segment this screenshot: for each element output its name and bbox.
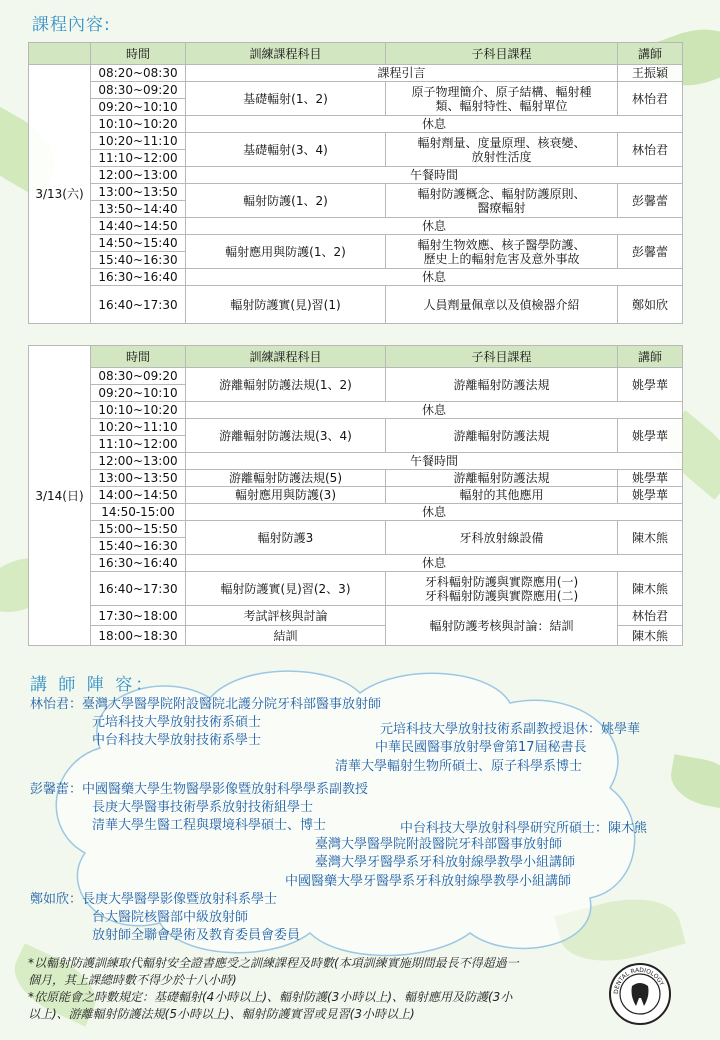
date-cell: 3/13(六): [29, 65, 91, 324]
header-subcourse: 子科目課程: [386, 346, 618, 368]
table-row: 10:20~11:10 基礎輻射(3、4) 輻射劑量、度量原理、核衰變、 放射性活度 林怡君: [29, 133, 683, 150]
header-course: 訓練課程科目: [186, 346, 386, 368]
instructor-yao-line3: 清華大學輻射生物所碩士、原子科學系博士: [335, 759, 583, 774]
header-teacher: 講師: [618, 346, 683, 368]
instructor-yao-line1: 元培科技大學放射技術系副教授退休：姚學華: [380, 722, 641, 737]
table-row: 14:00~14:50 輻射應用與防護(3) 輻射的其他應用 姚學華: [29, 487, 683, 504]
table-row: 3/13(六) 08:20~08:30 課程引言 王振穎: [29, 65, 683, 82]
instructor-peng-line3: 清華大學生醫工程與環境科學碩士、博士: [92, 818, 327, 833]
table-row: 17:30~18:00 考試評核與討論 輻射防護考核與討論：結訓 林怡君: [29, 606, 683, 626]
instructor-zheng-line2: 台大醫院核醫部中級放射師: [92, 910, 249, 925]
table-row: 16:40~17:30 輻射防護實(見)習(2、3) 牙科輻射防護與實際應用(一) 牙科輻射防護與實際應用(二) 陳木熊: [29, 572, 683, 606]
header-course: 訓練課程科目: [186, 43, 386, 65]
header-subcourse: 子科目課程: [386, 43, 618, 65]
table-row: 13:00~13:50 輻射防護(1、2) 輻射防護概念、輻射防護原則、 醫療輻射 彭馨蕾: [29, 184, 683, 201]
table-row: 10:20~11:10 游離輻射防護法規(3、4) 游離輻射防護法規 姚學華: [29, 419, 683, 436]
schedule-table-day1: 時間 訓練課程科目 子科目課程 講師 3/13(六) 08:20~08:30 課程引言 王振穎 08:30~09:20 基礎輻射(1、2) 原子物理簡介、原子結構、輻射種 類、輻射特性、輻射單位 林怡君 09:20~10:10 10:10~10:20 休息 10:20~11:10 基礎輻射(3、4) 輻射劑量、度量原理、核衰變、 放射性活度 林怡君 11:10~12:00 12:00~13:00 午餐時間 13:00~13:50 輻射防護(1、2) 輻射防護概念、輻射防護原則、 醫療輻射 彭馨蕾 13:50~14:40 14:40~14:50 休息 14:50~15:40 輻射應用與防護(1、2) 輻射生物效應、核子醫學防護、 歷史上的輻射危害及意外事故 彭馨蕾 15:40~16:30 16:30~16:40 休息 16:40~17:30 輻射防護實(見)習(1) 人員劑量佩章以及偵檢器介紹 鄭如欣: [28, 42, 683, 324]
table-row: 12:00~13:00 午餐時間: [29, 453, 683, 470]
table-row: 12:00~13:00 午餐時間: [29, 167, 683, 184]
note-line3: *依原能會之時數規定：基礎輻射(4小時以上)、輻射防護(3小時以上)、輻射應用及防護(3小: [28, 990, 513, 1004]
instructor-zheng-line3: 放射師全聯會學術及教育委員會委員: [92, 928, 301, 943]
note-line1: *以輻射防護訓練取代輻射安全證書應受之訓練課程及時數(本項訓練實施期間最長不得超過一: [28, 956, 519, 970]
table-header-row: [29, 43, 683, 65]
table-row: 10:10~10:20 休息: [29, 402, 683, 419]
note-line2: 個月，其上課總時數不得少於十八小時): [28, 973, 237, 987]
instructor-peng-line2: 長庚大學醫事技術學系放射技術組學士: [92, 800, 314, 815]
instructor-chen-line1: 中台科技大學放射科學研究所碩士：陳木熊: [400, 821, 648, 836]
schedule-table-day2: 3/14(日) 時間 訓練課程科目 子科目課程 講師 08:30~09:20 游離輻射防護法規(1、2) 游離輻射防護法規 姚學華 09:20~10:10 10:10~10:20 休息 10:20~11:10 游離輻射防護法規(3、4) 游離輻射防護法規 姚學華 11:10~12:00 12:00~13:00 午餐時間 13:00~13:50 游離輻射防護法規(5) 游離輻射防護法規 姚學華 14:00~14:50 輻射應用與防護(3) 輻射的其他應用 姚學華 14:50-15:00 休息 15:00~15:50 輻射防護3 牙科放射線設備 陳木熊 15:40~16:30 16:30~16:40 休息 16:40~17:30 輻射防護實(見)習(2、3) 牙科輻射防護與實際應用(一) 牙科輻射防護與實際應用(二) 陳木熊 17:30~18:00 考試評核與討論 輻射防護考核與討論：結訓 林怡君 18:00~18:30 結訓 陳木熊: [28, 345, 683, 646]
header-time: 時間: [91, 346, 186, 368]
table-row: 08:30~09:20 基礎輻射(1、2) 原子物理簡介、原子結構、輻射種 類、輻射特性、輻射單位 林怡君: [29, 82, 683, 99]
table-row: 16:40~17:30 輻射防護實(見)習(1) 人員劑量佩章以及偵檢器介紹 鄭如欣: [29, 286, 683, 324]
instructor-lin-line2: 元培科技大學放射技術系碩士: [92, 715, 262, 730]
instructor-chen-line3: 臺灣大學牙醫學系牙科放射線學教學小組講師: [315, 855, 576, 870]
table-row: 14:50~15:40 輻射應用與防護(1、2) 輻射生物效應、核子醫學防護、 歷史上的輻射危害及意外事故 彭馨蕾: [29, 235, 683, 252]
date-cell: 3/14(日): [29, 346, 91, 646]
header-teacher: 講師: [618, 43, 683, 65]
instructor-peng-line1: 彭馨蕾：中國醫藥大學生物醫學影像暨放射科學學系副教授: [30, 782, 369, 797]
svg-text:DENTAL RADIOLOGY: DENTAL RADIOLOGY: [612, 966, 666, 995]
table-row: 16:30~16:40 休息: [29, 555, 683, 572]
page-title: 課程內容:: [32, 15, 111, 35]
instructor-lin-line3: 中台科技大學放射技術系學士: [92, 733, 262, 748]
table-header-row: [29, 346, 683, 368]
instructor-yao-line2: 中華民國醫事放射學會第17屆秘書長: [375, 740, 587, 755]
instructor-lin-line1: 林怡君：臺灣大學醫學院附設醫院北護分院牙科部醫事放射師: [30, 697, 382, 712]
table-row: 13:00~13:50 游離輻射防護法規(5) 游離輻射防護法規 姚學華: [29, 470, 683, 487]
instructors-title: 講 師 陣 容：: [30, 675, 156, 695]
instructor-chen-line4: 中國醫藥大學牙醫學系牙科放射線學教學小組講師: [285, 874, 572, 889]
table-row: 08:30~09:20 游離輻射防護法規(1、2) 游離輻射防護法規 姚學華: [29, 368, 683, 385]
header-time: 時間: [91, 43, 186, 65]
table-row: 14:40~14:50 休息: [29, 218, 683, 235]
instructor-chen-line2: 臺灣大學醫學院附設醫院牙科部醫事放射師: [315, 837, 563, 852]
association-seal-icon: [608, 962, 672, 1026]
table-row: 10:10~10:20 休息: [29, 116, 683, 133]
note-line4: 以上)、游離輻射防護法規(5小時以上)、輻射防護實習或見習(3小時以上): [28, 1007, 415, 1021]
instructor-zheng-line1: 鄭如欣：長庚大學醫學影像暨放射科系學士: [30, 892, 278, 907]
table-row: 15:00~15:50 輻射防護3 牙科放射線設備 陳木熊: [29, 521, 683, 538]
table-row: 14:50-15:00 休息: [29, 504, 683, 521]
table-row: 16:30~16:40 休息: [29, 269, 683, 286]
